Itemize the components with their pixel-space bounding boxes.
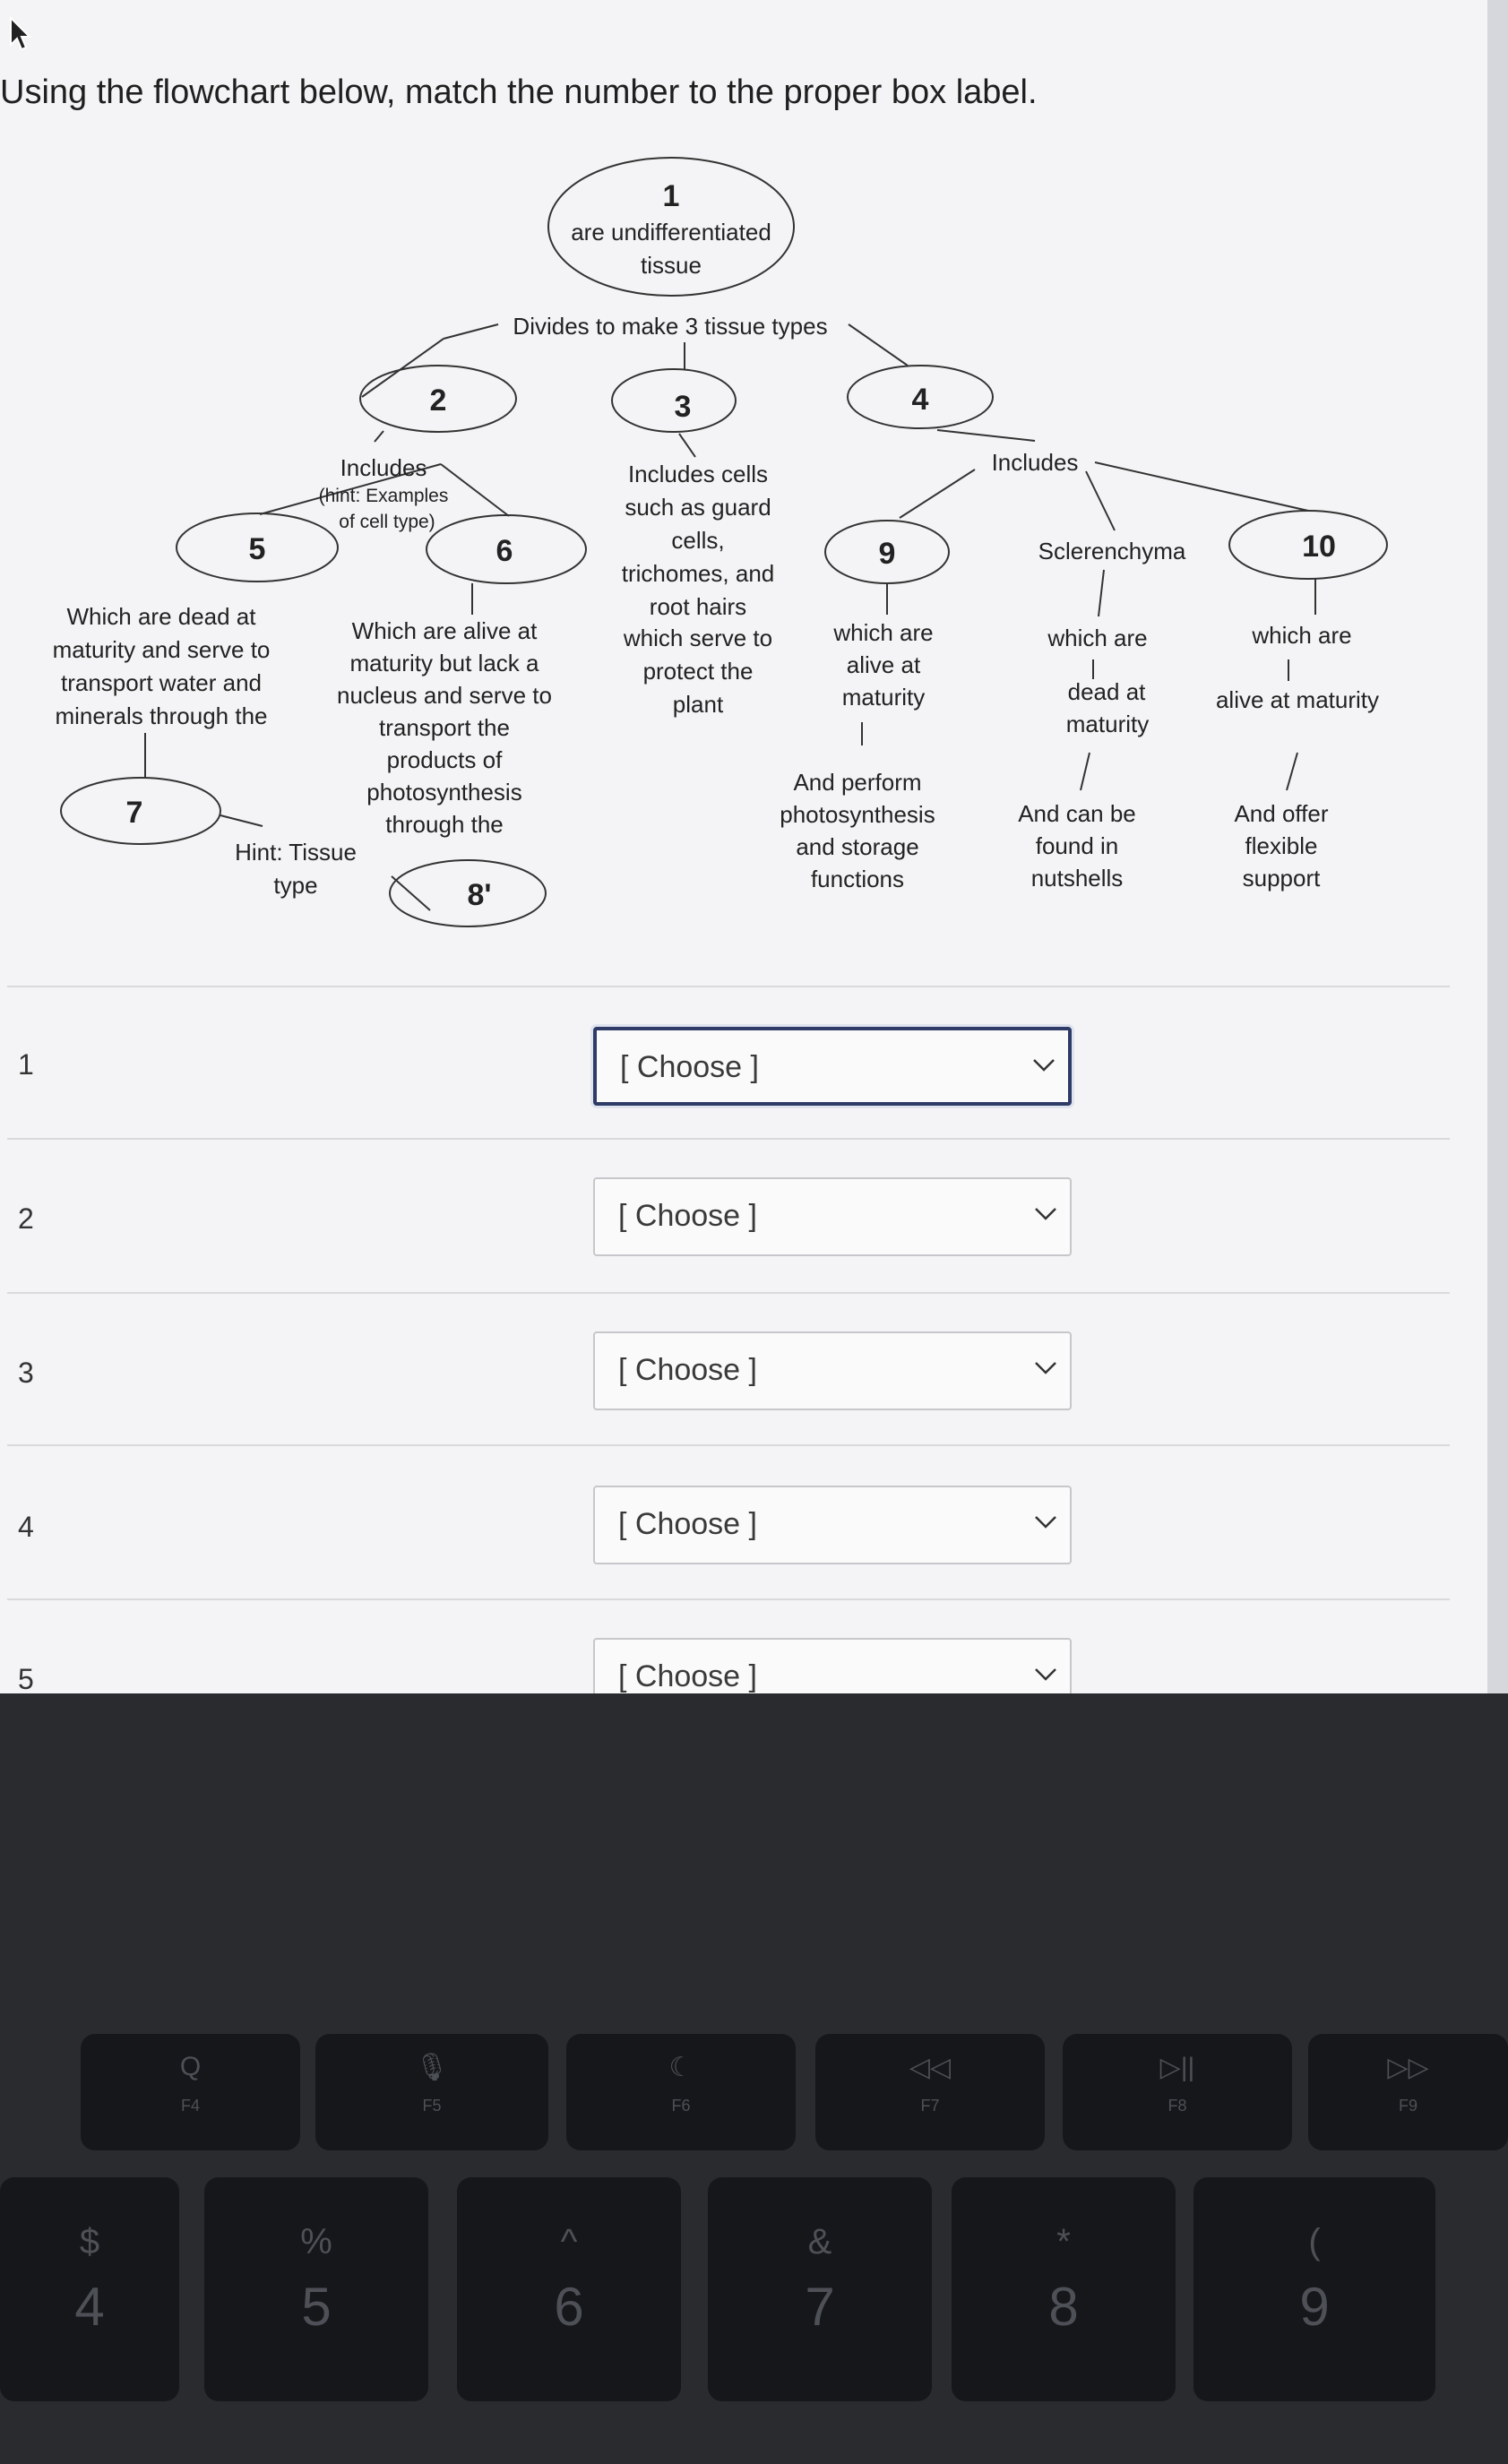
svg-text:And perform: And perform bbox=[793, 769, 922, 796]
svg-text:through the: through the bbox=[385, 811, 504, 838]
svg-text:such as guard: such as guard bbox=[625, 494, 771, 521]
row-2-select[interactable] bbox=[593, 1177, 1072, 1256]
svg-text:flexible: flexible bbox=[1245, 832, 1318, 859]
svg-text:Which are dead at: Which are dead at bbox=[66, 603, 256, 630]
moon-icon: ☾ bbox=[668, 2053, 694, 2082]
row-3-number: 3 bbox=[18, 1357, 34, 1389]
row-divider bbox=[7, 1292, 1450, 1294]
chevron-down-icon bbox=[1034, 1667, 1057, 1683]
key-f6: ☾ F6 bbox=[566, 2034, 796, 2150]
chevron-down-icon bbox=[1032, 1057, 1056, 1073]
svg-text:alive at: alive at bbox=[846, 651, 921, 678]
svg-text:maturity: maturity bbox=[841, 684, 926, 711]
svg-text:transport water and: transport water and bbox=[60, 669, 263, 696]
node-8-number: 8' bbox=[467, 878, 492, 912]
node-7-number: 7 bbox=[125, 796, 143, 830]
svg-text:dead at: dead at bbox=[1067, 678, 1146, 705]
node-5-description bbox=[53, 603, 271, 729]
svg-text:and storage: and storage bbox=[796, 833, 919, 860]
row-divider bbox=[7, 1138, 1450, 1140]
includes-left-label: Includes bbox=[340, 454, 427, 481]
includes-right-label: Includes bbox=[991, 449, 1079, 476]
hint-tissue-type bbox=[235, 839, 357, 899]
row-1-select[interactable] bbox=[593, 1027, 1072, 1106]
key-6: ^ 6 bbox=[457, 2177, 681, 2401]
key-f9: ▷▷ F9 bbox=[1308, 2034, 1508, 2150]
svg-text:functions: functions bbox=[810, 866, 905, 892]
node-1-text-line2: tissue bbox=[641, 252, 702, 279]
svg-text:Includes cells: Includes cells bbox=[627, 461, 769, 487]
play-pause-icon: ▷|| bbox=[1159, 2053, 1195, 2082]
svg-text:type: type bbox=[273, 872, 318, 899]
svg-text:found in: found in bbox=[1035, 832, 1119, 859]
row-4-select-value: [ Choose ] bbox=[618, 1507, 757, 1541]
fast-forward-icon: ▷▷ bbox=[1387, 2053, 1429, 2082]
node-10-number: 10 bbox=[1302, 530, 1336, 564]
svg-text:plant: plant bbox=[672, 691, 724, 718]
svg-text:alive at maturity: alive at maturity bbox=[1215, 686, 1380, 713]
row-5-select-value: [ Choose ] bbox=[618, 1659, 757, 1693]
row-2-number: 2 bbox=[18, 1202, 34, 1235]
row-divider bbox=[7, 986, 1450, 987]
svg-text:products of: products of bbox=[386, 746, 503, 773]
key-7: & 7 bbox=[708, 2177, 932, 2401]
svg-text:Hint: Tissue: Hint: Tissue bbox=[235, 839, 357, 866]
svg-text:Which are alive at: Which are alive at bbox=[351, 617, 538, 644]
svg-text:transport the: transport the bbox=[379, 714, 510, 741]
svg-text:nutshells: nutshells bbox=[1030, 865, 1124, 892]
svg-text:And can be: And can be bbox=[1018, 800, 1136, 827]
row-4-number: 4 bbox=[18, 1511, 34, 1543]
row-2-select-value: [ Choose ] bbox=[618, 1199, 757, 1233]
sclerenchyma-description bbox=[1018, 625, 1149, 892]
key-5: % 5 bbox=[204, 2177, 428, 2401]
search-icon: Q bbox=[179, 2052, 202, 2081]
key-8: * 8 bbox=[952, 2177, 1176, 2401]
svg-text:maturity and serve to: maturity and serve to bbox=[52, 636, 271, 663]
svg-text:which serve to: which serve to bbox=[623, 625, 773, 651]
divides-label: Divides to make 3 tissue types bbox=[513, 313, 828, 340]
rewind-icon: ◁◁ bbox=[909, 2053, 952, 2082]
row-3-select-value: [ Choose ] bbox=[618, 1353, 757, 1387]
row-4-select[interactable] bbox=[593, 1486, 1072, 1564]
svg-text:cells,: cells, bbox=[671, 527, 725, 554]
svg-text:trichomes, and: trichomes, and bbox=[621, 560, 775, 587]
key-f7: ◁◁ F7 bbox=[815, 2034, 1045, 2150]
screen-bezel bbox=[1487, 0, 1508, 1693]
sclerenchyma-label: Sclerenchyma bbox=[1038, 538, 1186, 564]
svg-text:minerals through the: minerals through the bbox=[55, 702, 268, 729]
question-prompt: Using the flowchart below, match the number to the proper box label. bbox=[0, 73, 1038, 111]
node-6-description bbox=[337, 617, 552, 838]
chevron-down-icon bbox=[1034, 1360, 1057, 1376]
svg-text:maturity but lack a: maturity but lack a bbox=[349, 650, 539, 676]
row-divider bbox=[7, 1598, 1450, 1600]
chevron-down-icon bbox=[1034, 1206, 1057, 1222]
node-10-description bbox=[1216, 622, 1379, 892]
node-3-number: 3 bbox=[674, 390, 692, 424]
microphone-icon: 🎙 bbox=[414, 2053, 450, 2082]
row-5-select[interactable] bbox=[593, 1638, 1072, 1693]
node-9-description bbox=[780, 619, 935, 892]
key-f8: ▷|| F8 bbox=[1063, 2034, 1292, 2150]
node-1-number: 1 bbox=[662, 179, 680, 213]
svg-text:which are: which are bbox=[1047, 625, 1148, 651]
svg-text:And offer: And offer bbox=[1234, 800, 1329, 827]
svg-text:nucleus and serve to: nucleus and serve to bbox=[337, 682, 552, 709]
node-9-number: 9 bbox=[878, 537, 896, 571]
hint-examples-line1: (hint: Examples bbox=[318, 486, 449, 506]
row-1-number: 1 bbox=[18, 1048, 34, 1081]
svg-text:root hairs: root hairs bbox=[649, 593, 747, 620]
row-3-select[interactable] bbox=[593, 1331, 1072, 1410]
row-5-number: 5 bbox=[18, 1663, 34, 1693]
laptop-keyboard bbox=[0, 1693, 1508, 2464]
key-f5: 🎙 F5 bbox=[315, 2034, 548, 2150]
node-4-number: 4 bbox=[911, 383, 929, 417]
svg-text:maturity: maturity bbox=[1065, 711, 1150, 737]
chevron-down-icon bbox=[1034, 1514, 1057, 1530]
row-divider bbox=[7, 1444, 1450, 1446]
node-5-number: 5 bbox=[248, 532, 266, 566]
tissue-flowchart bbox=[0, 0, 1487, 968]
svg-text:photosynthesis: photosynthesis bbox=[366, 779, 522, 806]
node-6-number: 6 bbox=[495, 534, 513, 568]
node-1-text-line1: are undifferentiated bbox=[571, 219, 771, 246]
svg-text:which are: which are bbox=[833, 619, 934, 646]
svg-text:which are: which are bbox=[1252, 622, 1352, 649]
hint-examples-line2: of cell type) bbox=[339, 512, 435, 532]
key-f4: Q F4 bbox=[81, 2034, 300, 2150]
node-3-description bbox=[622, 461, 775, 718]
svg-text:protect the: protect the bbox=[642, 658, 754, 685]
row-1-select-value: [ Choose ] bbox=[620, 1050, 759, 1084]
svg-text:support: support bbox=[1242, 865, 1321, 892]
svg-text:photosynthesis: photosynthesis bbox=[780, 801, 935, 828]
node-2-number: 2 bbox=[429, 383, 447, 418]
key-4: $ 4 bbox=[0, 2177, 179, 2401]
key-9: ( 9 bbox=[1193, 2177, 1435, 2401]
